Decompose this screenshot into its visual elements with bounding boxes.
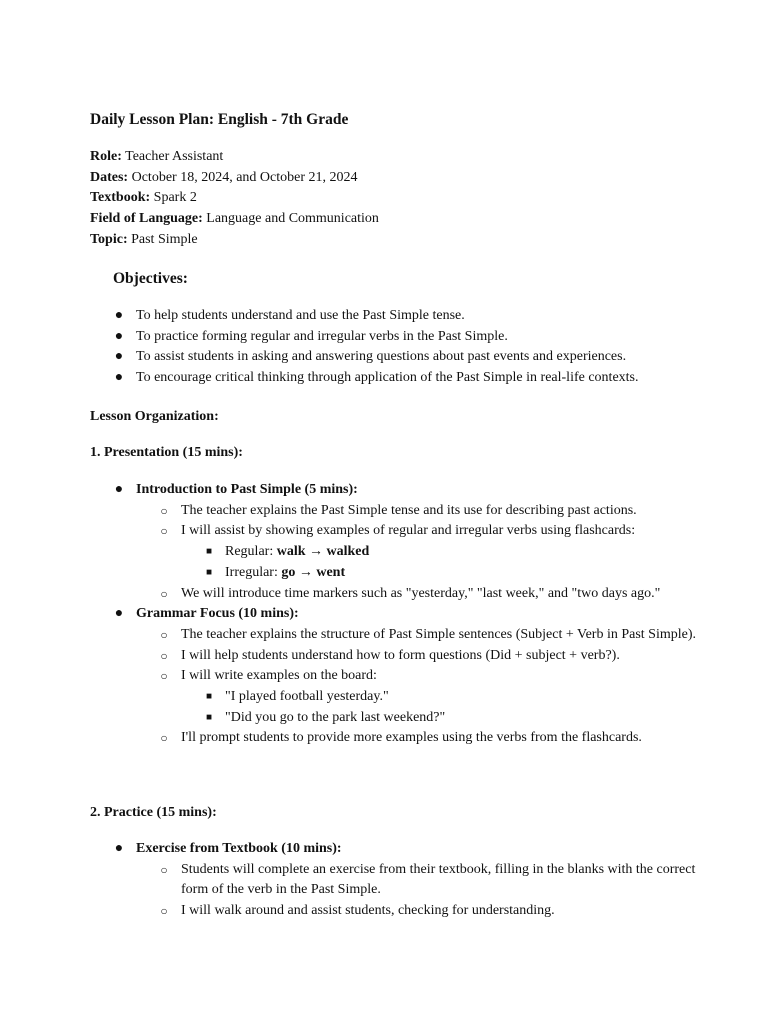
list-item-text: I will assist by showing examples of regular and irregular verbs using flashcards: [181,523,636,539]
verb-example-label: Irregular: [225,564,282,580]
bullet-dot-icon: ● [114,308,124,323]
exercise-sublist [136,860,710,922]
objectives-list [90,306,639,389]
bullet-circle-icon: ○ [160,731,168,746]
bullet-dot-icon: ● [114,370,124,386]
meta-role [90,147,379,168]
intro-section [90,480,710,604]
list-item-text: The teacher explains the structure of Past Simple sentences (Subject + Verb in Past Simple). [181,626,697,642]
bullet-circle-icon: ○ [160,648,168,663]
bullet-square-icon: ■ [205,691,213,703]
list-item [136,901,710,922]
exercise-title: Exercise from Textbook (10 mins): [136,841,342,856]
objective-item [90,306,639,327]
meta-dates [90,168,379,189]
bullet-circle-icon: ○ [160,669,168,684]
verb-example [181,542,710,563]
list-item-text: The teacher explains the Past Simple tense and its use for describing past actions. [181,502,637,518]
list-item [136,728,710,749]
meta-label: Field of Language: [90,211,203,227]
sentence-example-text: "I played football yesterday." [225,689,389,705]
meta-label: Textbook: [90,190,151,206]
meta-value: Past Simple [131,231,198,247]
objective-text: To practice forming regular and irregular verbs in the Past Simple. [136,328,508,344]
intro-sublist [136,501,710,605]
lesson-organization-heading: Lesson Organization: [90,409,219,424]
list-item-text: I will walk around and assist students, checking for understanding. [181,903,555,919]
meta-label: Role: [90,149,122,164]
list-item-text: I will write examples on the board: [181,668,377,684]
list-item [136,584,710,605]
intro-title: Introduction to Past Simple (5 mins): [136,482,358,497]
bullet-circle-icon: ○ [160,904,168,919]
list-item [136,860,710,901]
verb-examples-list [181,542,710,583]
bullet-circle-icon: ○ [160,503,168,518]
meta-label: Dates: [90,169,129,185]
grammar-sublist [136,625,710,749]
bullet-dot-icon: ● [114,606,124,622]
presentation-list [90,480,710,749]
verb-example-value: walk → walked [276,544,370,560]
sentence-example-text: "Did you go to the park last weekend?" [225,709,446,725]
bullet-dot-icon: ● [114,482,124,497]
objective-item [90,368,639,389]
verb-example-value: go → went [281,564,346,580]
objective-item [90,327,639,348]
meta-label: Topic: [90,231,128,247]
bullet-square-icon: ■ [205,711,213,723]
objective-item [90,347,639,368]
meta-value: Teacher Assistant [125,149,224,164]
document-title: Daily Lesson Plan: English - 7th Grade [90,111,349,128]
list-item-text: Students will complete an exercise from their textbook, filling in the blanks with the correct form of the verb in the Past Simple. [181,861,696,898]
objective-text: To assist students in asking and answering questions about past events and experiences. [136,349,627,365]
exercise-section [90,839,710,922]
objective-text: To encourage critical thinking through application of the Past Simple in real-life contexts. [136,370,639,386]
bullet-square-icon: ■ [205,546,213,558]
sentence-example [181,708,710,729]
meta-textbook [90,188,379,209]
practice-list [90,839,710,922]
list-item-text: We will introduce time markers such as "yesterday," "last week," and "two days ago." [181,585,661,601]
list-item [136,521,710,583]
bullet-circle-icon: ○ [160,586,168,601]
presentation-heading: 1. Presentation (15 mins): [90,445,243,460]
bullet-circle-icon: ○ [160,862,168,877]
meta-value: October 18, 2024, and October 21, 2024 [131,169,358,185]
list-item [136,646,710,667]
bullet-square-icon: ■ [205,566,213,578]
bullet-dot-icon: ● [114,841,124,856]
bullet-dot-icon: ● [114,349,124,365]
bullet-dot-icon: ● [114,328,124,344]
bullet-circle-icon: ○ [160,524,168,539]
sentence-example [181,687,710,708]
list-item [136,625,710,646]
list-item-text: I'll prompt students to provide more examples using the verbs from the flashcards. [181,730,642,746]
verb-example-label: Regular: [225,544,277,560]
lesson-metadata [90,147,379,250]
bullet-circle-icon: ○ [160,627,168,642]
objective-text: To help students understand and use the Past Simple tense. [136,308,465,323]
meta-topic [90,230,379,251]
objectives-heading: Objectives: [113,270,188,287]
practice-heading: 2. Practice (15 mins): [90,805,217,820]
list-item-text: I will help students understand how to form questions (Did + subject + verb?). [181,647,620,663]
meta-value: Spark 2 [153,190,197,206]
grammar-title: Grammar Focus (10 mins): [136,606,299,622]
meta-value: Language and Communication [206,211,379,227]
verb-example [181,563,710,584]
meta-field-of-language [90,209,379,230]
list-item [136,666,710,728]
list-item [136,501,710,522]
grammar-section [90,604,710,749]
sentence-examples-list [181,687,710,728]
